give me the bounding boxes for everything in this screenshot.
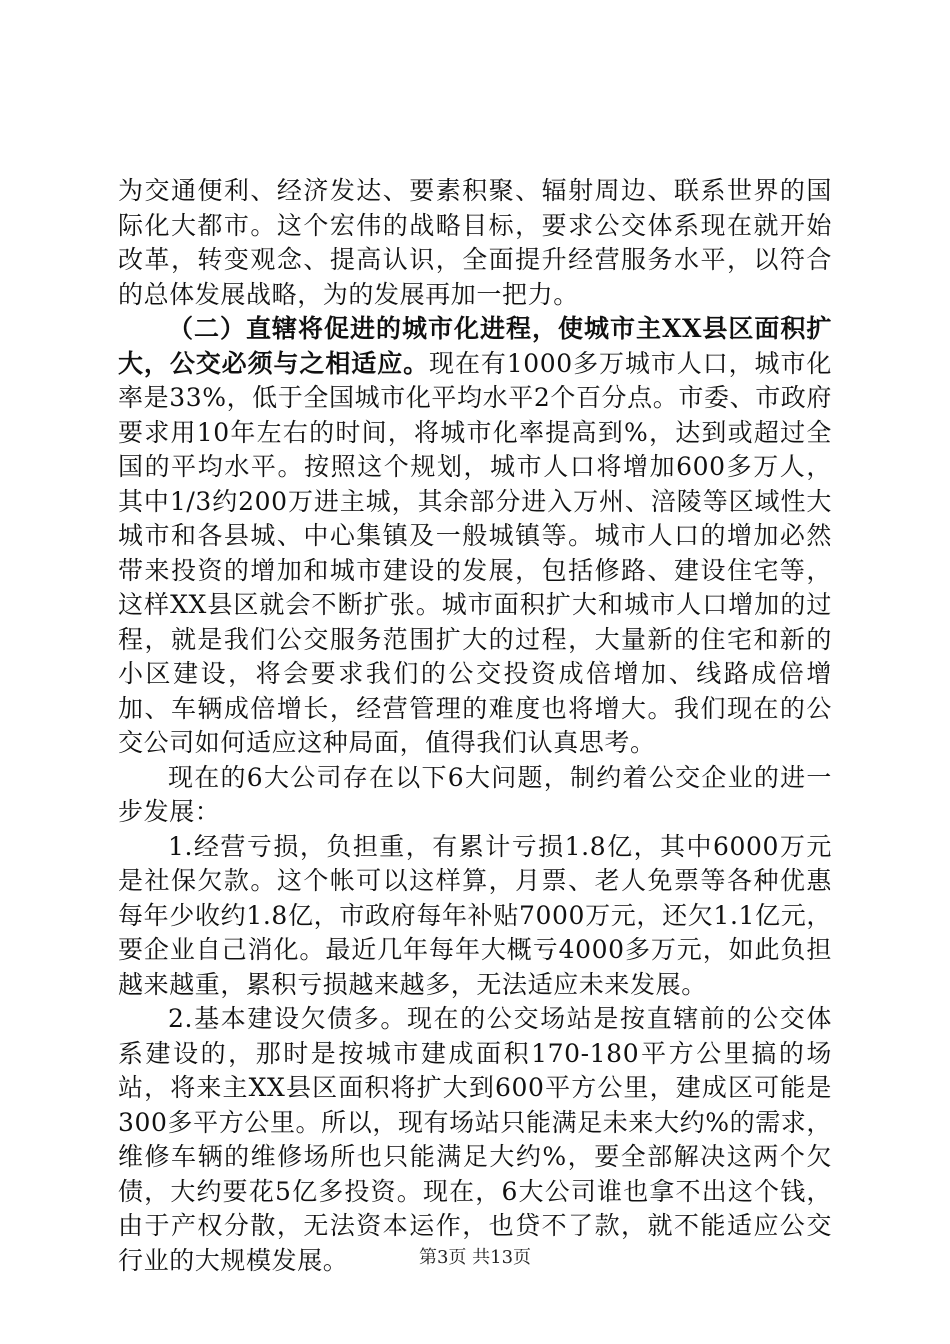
page-footer	[0, 1243, 950, 1269]
paragraph-2-text: 现在有1000多万城市人口，城市化率是33%，低于全国城市化平均水平2个百分点。市委、市政府要求用10年左右的时间，将城市化率提高到%，达到或超过全国的平均水平。按照这个规划，城市人口将增加600多万人，其中1/3约200万进主城，其余部分进入万州、涪陵等区域性大城市和各县城、中心集镇及一般城镇等。城市人口的增加必然带来投资的增加和城市建设的发展，包括修路、建设住宅等，这样XX县区就会不断扩张。城市面积扩大和城市人口增加的过程，就是我们公交服务范围扩大的过程，大量新的住宅和新的小区建设，将会要求我们的公交投资成倍增加、线路成倍增加、车辆成倍增长，经营管理的难度也将增大。我们现在的公交公司如何适应这种局面，值得我们认真思考。	[118, 348, 832, 757]
paragraph-1-text: 为交通便利、经济发达、要素积聚、辐射周边、联系世界的国际化大都市。这个宏伟的战略目标，要求公交体系现在就开始改革，转变观念、提高认识，全面提升经营服务水平，以符合的总体发展战略，为的发展再加一把力。	[118, 176, 832, 309]
paragraph-5	[118, 1002, 832, 1278]
document-body	[118, 174, 832, 1278]
page-number: 第3页 共13页	[418, 1247, 532, 1268]
paragraph-4	[118, 830, 832, 1003]
paragraph-3	[118, 761, 832, 830]
paragraph-4-text: 1.经营亏损，负担重，有累计亏损1.8亿，其中6000万元是社保欠款。这个帐可以这样算，月票、老人免票等各种优惠每年少收约1.8亿，市政府每年补贴7000万元，还欠1.1亿元，要企业自己消化。最近几年每年大概亏4000多万元，如此负担越来越重，累积亏损越来越多，无法适应未来发展。	[118, 831, 832, 999]
paragraph-3-text: 现在的6大公司存在以下6大问题，制约着公交企业的进一步发展：	[118, 762, 832, 826]
paragraph-5-text: 2.基本建设欠债多。现在的公交场站是按直辖前的公交体系建设的，那时是按城市建成面积170-180平方公里搞的场站，将来主XX县区面积将扩大到600平方公里，建成区可能是300多平方公里。所以，现有场站只能满足未来大约%的需求，维修车辆的维修场所也只能满足大约%，要全部解决这两个欠债，大约要花5亿多投资。现在，6大公司谁也拿不出这个钱，由于产权分散，无法资本运作，也贷不了款，就不能适应公交行业的大规模发展。	[118, 1004, 832, 1275]
paragraph-1	[118, 174, 832, 312]
section-heading: （二）直辖将促进的城市化进程，使城市主XX县区面积扩大，公交必须与之相适应。	[118, 314, 832, 378]
paragraph-2	[118, 312, 832, 761]
